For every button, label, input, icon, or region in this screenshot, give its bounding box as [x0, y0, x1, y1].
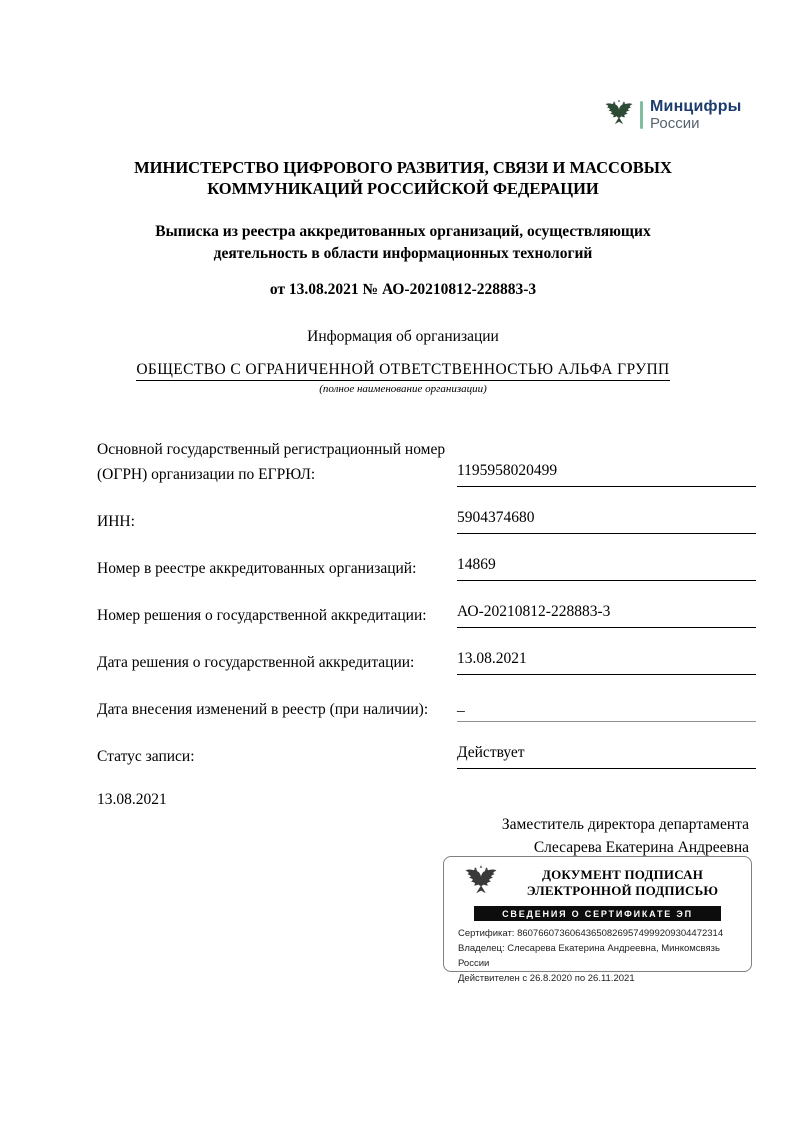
organization-block — [0, 361, 806, 395]
field-label: Дата внесения изменений в реестр (при наличии): — [97, 701, 429, 718]
stamp-header — [444, 857, 751, 903]
logo-divider — [640, 101, 643, 129]
signer-role: Заместитель директора департамента — [501, 816, 749, 833]
mincifry-logo — [604, 99, 742, 131]
section-title: Информация об организации — [307, 328, 499, 345]
field-value: 14869 — [457, 555, 756, 581]
document-title: Выписка из реестра аккредитованных организаций, осуществляющих деятельность в области информационных технологий — [155, 223, 651, 262]
certificate-info-bar: СВЕДЕНИЯ О СЕРТИФИКАТЕ ЭП — [474, 906, 721, 921]
signer-name: Слесарева Екатерина Андреевна — [533, 839, 749, 856]
issue-date: 13.08.2021 — [97, 791, 167, 808]
organization-name: ОБЩЕСТВО С ОГРАНИЧЕННОЙ ОТВЕТСТВЕННОСТЬЮ АЛЬФА ГРУПП — [136, 361, 669, 381]
signature-block — [502, 813, 749, 859]
certificate-validity: Действителен с 26.8.2020 по 26.11.2021 — [458, 973, 635, 984]
certificate-owner: Владелец: Слесарева Екатерина Андреевна, Минкомсвязь России — [458, 943, 720, 969]
field-row-decision-number — [97, 602, 756, 628]
field-row-inn — [97, 508, 756, 534]
document-number: от 13.08.2021 № АО-20210812-228883-3 — [269, 281, 537, 298]
field-row-change-date — [97, 696, 756, 722]
field-value: _ — [457, 696, 756, 722]
stamp-title-line1: ДОКУМЕНТ ПОДПИСАН — [541, 867, 704, 882]
electronic-signature-stamp — [443, 856, 752, 984]
field-label: ИНН: — [97, 513, 135, 530]
organization-name-caption: (полное наименование организации) — [319, 383, 487, 395]
field-label: Статус записи: — [97, 748, 195, 765]
field-row-decision-date — [97, 649, 756, 675]
field-row-ogrn — [97, 437, 756, 487]
logo-brand-line2: России — [650, 114, 700, 132]
field-row-status — [97, 743, 756, 769]
stamp-title — [508, 867, 737, 898]
field-label: Номер в реестре аккредитованных организаций: — [97, 560, 417, 577]
field-row-registry-number — [97, 555, 756, 581]
logo-brand-line1: Минцифры — [650, 98, 742, 116]
stamp-title-line2: ЭЛЕКТРОННОЙ ПОДПИСЬЮ — [526, 882, 719, 898]
field-label: Номер решения о государственной аккредитации: — [97, 607, 427, 624]
field-value: АО-20210812-228883-3 — [457, 602, 756, 628]
field-label: Основной государственный регистрационный номер (ОГРН) организации по ЕГРЮЛ: — [97, 441, 446, 483]
certificate-details — [444, 926, 751, 986]
field-label: Дата решения о государственной аккредитации: — [97, 654, 415, 671]
field-value: Действует — [457, 743, 756, 769]
field-value: 1195958020499 — [457, 461, 756, 487]
logo-wordmark — [650, 99, 742, 131]
ministry-title: МИНИСТЕРСТВО ЦИФРОВОГО РАЗВИТИЯ, СВЯЗИ И МАССОВЫХ КОММУНИКАЦИЙ РОССИЙСКОЙ ФЕДЕРАЦИИ — [134, 158, 672, 198]
fields-section — [97, 437, 756, 790]
field-value: 13.08.2021 — [457, 649, 756, 675]
field-value: 5904374680 — [457, 508, 756, 534]
certificate-number: Сертификат: 860766073606436508269574999209304472314 — [458, 928, 724, 939]
stamp-eagle-icon — [464, 862, 498, 903]
coat-of-arms-eagle-icon — [604, 99, 634, 131]
